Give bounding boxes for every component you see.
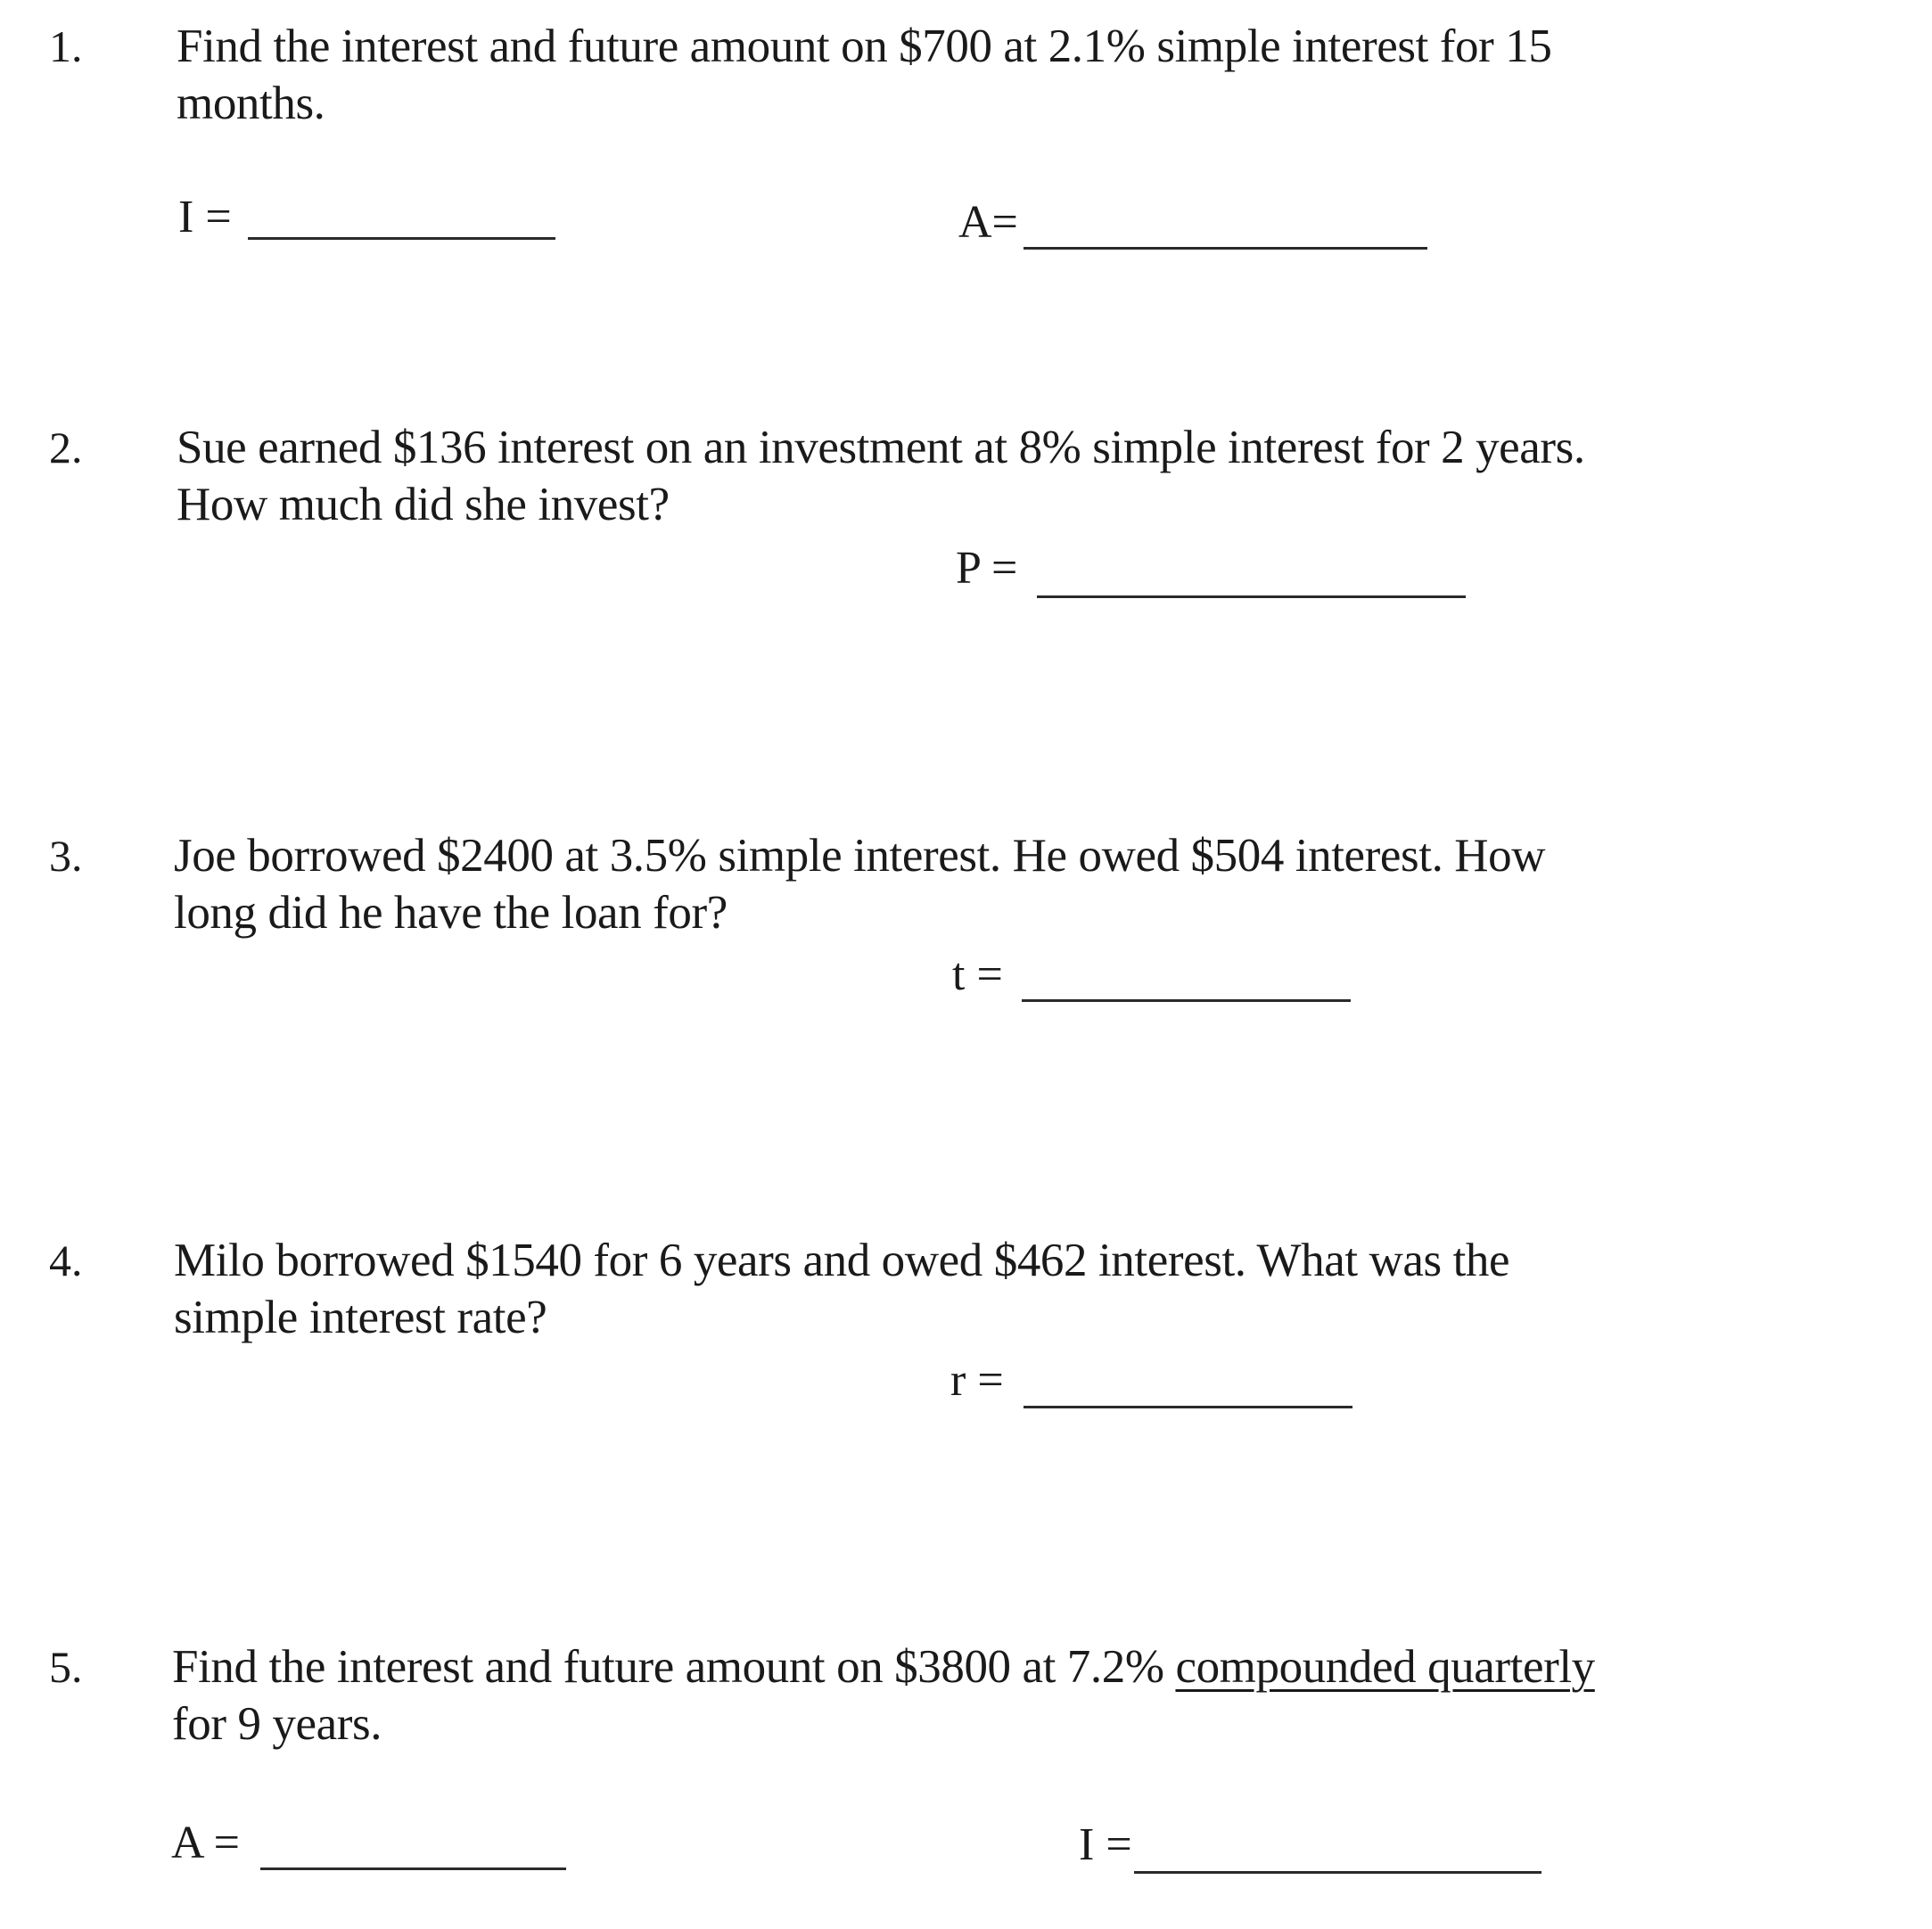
problem-number: 4. [49, 1235, 83, 1285]
answer-blank-interest[interactable] [248, 237, 555, 240]
answer-label-amount: A= [958, 197, 1018, 248]
problem-text [172, 1638, 1777, 1753]
problem-number: 2. [49, 423, 83, 472]
problem-text-line-2: for 9 years. [172, 1698, 382, 1750]
problem-text-line-2: simple interest rate? [174, 1292, 547, 1343]
problem-text-line-2: How much did she invest? [177, 479, 670, 530]
answer-label-interest: I = [178, 192, 232, 242]
problem-text-line-1-start: Find the interest and future amount on $3800 at 7.2% [172, 1641, 1176, 1693]
answer-label-interest: I = [1079, 1819, 1132, 1870]
answer-blank-principal[interactable] [1037, 595, 1466, 598]
answer-blank-time[interactable] [1022, 999, 1351, 1002]
problem-text-line-1 [172, 1638, 1777, 1695]
problem-number: 5. [49, 1642, 83, 1692]
answer-blank-amount[interactable] [260, 1867, 566, 1870]
problem-text-line-1: Joe borrowed $2400 at 3.5% simple interest. He owed $504 interest. How [174, 830, 1546, 882]
answer-label-amount: A = [171, 1818, 241, 1868]
answer-label-principal: P = [956, 543, 1018, 594]
problem-text-line-2: long did he have the loan for? [174, 887, 728, 939]
problem-text [174, 827, 1779, 941]
problem-text-line-1: Find the interest and future amount on $700 at 2.1% simple interest for 15 [177, 21, 1552, 72]
problem-text-line-2: months. [177, 78, 325, 129]
answer-label-rate: r = [950, 1355, 1004, 1406]
compounded-quarterly-emphasis: compounded quarterly [1175, 1641, 1595, 1693]
answer-blank-amount[interactable] [1024, 247, 1427, 250]
problem-text-line-1: Sue earned $136 interest on an investment at 8% simple interest for 2 years. [177, 422, 1585, 473]
problem-number: 3. [49, 831, 83, 881]
problem-number: 1. [49, 21, 83, 71]
answer-label-time: t = [952, 949, 1003, 1000]
problem-text [177, 419, 1781, 533]
problem-text [177, 18, 1781, 132]
problem-text-line-1: Milo borrowed $1540 for 6 years and owed $462 interest. What was the [174, 1235, 1510, 1286]
problem-text [174, 1232, 1779, 1346]
answer-blank-interest[interactable] [1134, 1871, 1541, 1874]
answer-blank-rate[interactable] [1024, 1406, 1352, 1408]
